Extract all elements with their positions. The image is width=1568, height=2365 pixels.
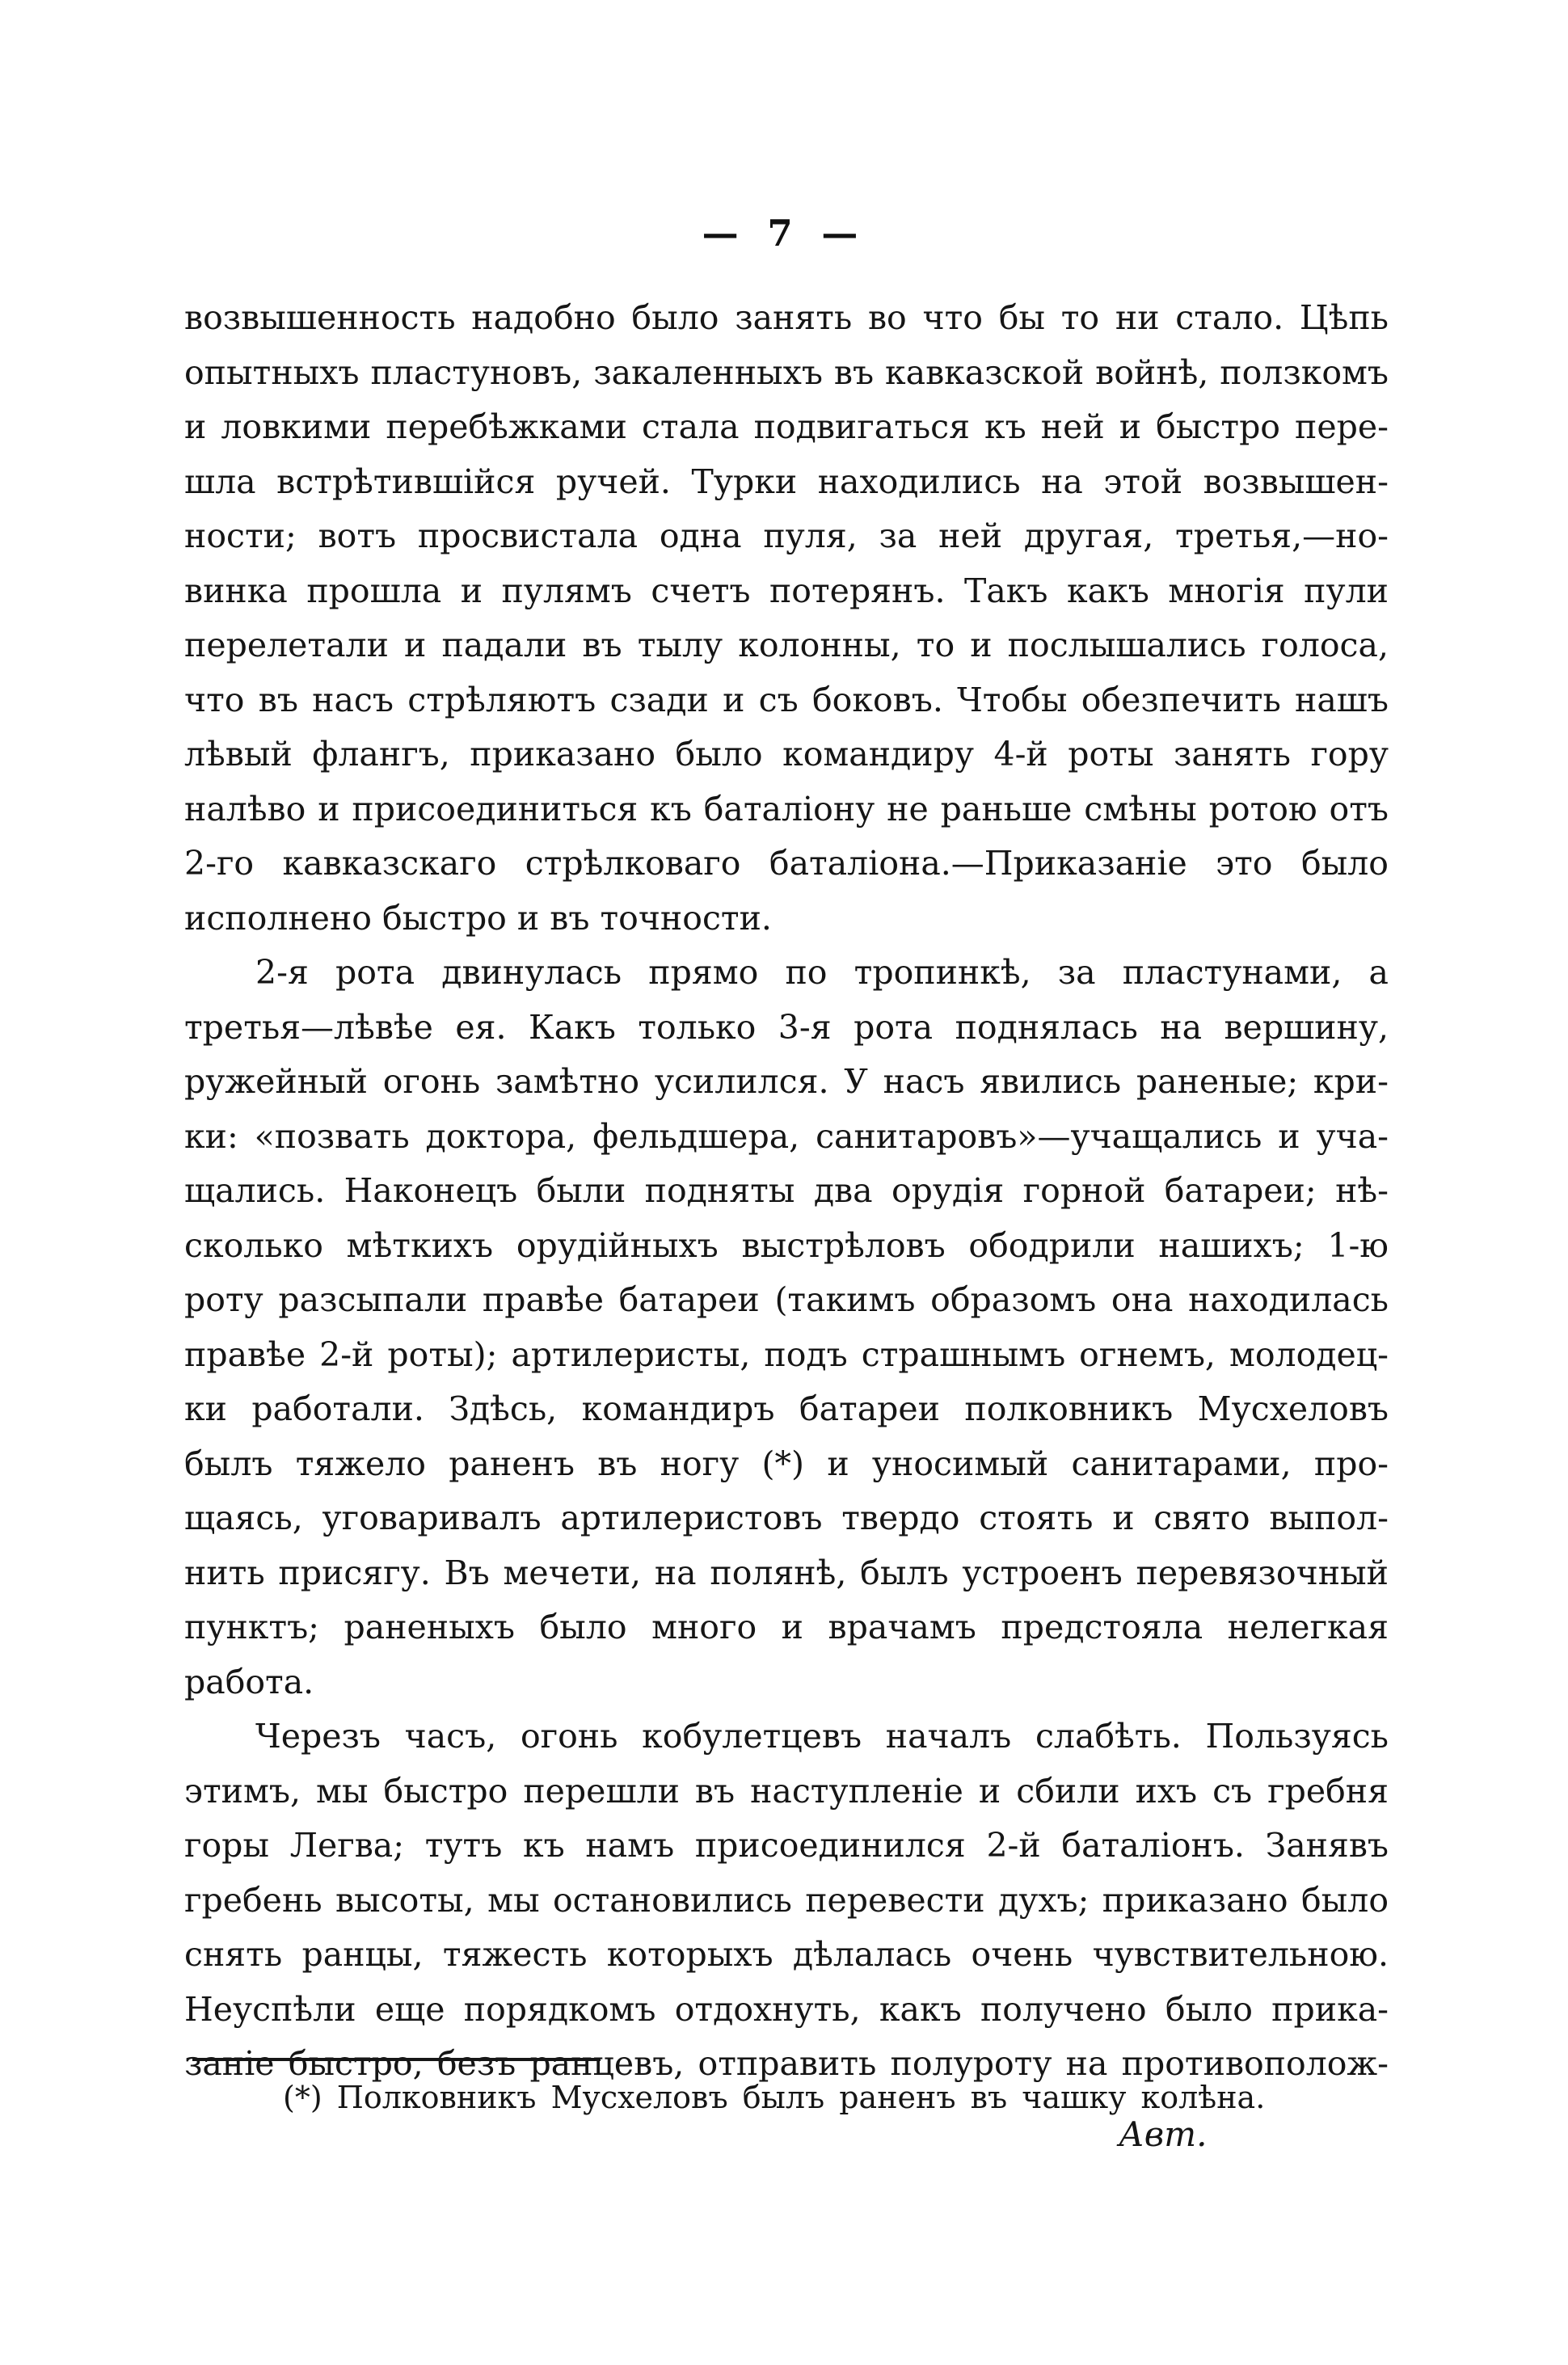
text-line: налѣво и присоединиться къ баталіону не раньше смѣны ротою отъ	[184, 789, 1389, 828]
text-line: работа.	[184, 1662, 314, 1701]
text-line: 2-го кавказскаго стрѣлковаго баталіона.—Приказаніе это было	[184, 844, 1389, 883]
text-line: и ловкими перебѣжками стала подвигаться къ ней и быстро пере-	[184, 407, 1389, 446]
text-line: роту разсыпали правѣе батареи (такимъ образомъ она находилась	[184, 1280, 1389, 1319]
text-line: правѣе 2-й роты); артилеристы, подъ страшнымъ огнемъ, молодец-	[184, 1334, 1389, 1374]
text-line: былъ тяжело раненъ въ ногу (*) и уносимый санитарами, про-	[184, 1444, 1389, 1483]
text-line: горы Легва; тутъ къ намъ присоединился 2-й баталіонъ. Занявъ	[184, 1826, 1389, 1865]
text-line: ки: «позвать доктора, фельдшера, санитаровъ»—учащались и уча-	[184, 1116, 1389, 1156]
text-line: Неуспѣли еще порядкомъ отдохнуть, какъ получено было прика-	[184, 1989, 1389, 2029]
text-line: исполнено быстро и въ точности.	[184, 898, 772, 938]
page-number: — 7 —	[702, 212, 866, 255]
text-line: ки работали. Здѣсь, командиръ батареи полковникъ Мусхеловъ	[184, 1389, 1389, 1428]
text-line: третья—лѣвѣе ея. Какъ только 3-я рота поднялась на вершину,	[184, 1007, 1389, 1047]
text-line: лѣвый флангъ, приказано было командиру 4-й роты занять гору	[184, 735, 1389, 774]
text-line: щались. Наконецъ были подняты два орудія горной батареи; нѣ-	[184, 1171, 1389, 1210]
text-line: 2-я рота двинулась прямо по тропинкѣ, за пластунами, а	[255, 953, 1389, 992]
text-line: винка прошла и пулямъ счетъ потерянъ. Такъ какъ многія пули	[184, 571, 1389, 610]
text-line: щаясь, уговаривалъ артилеристовъ твердо стоять и свято выпол-	[184, 1499, 1389, 1537]
text-line: что въ насъ стрѣляютъ сзади и съ боковъ. Чтобы обезпечить нашъ	[184, 680, 1389, 719]
author-signature: Авт.	[1119, 2114, 1208, 2154]
text-line: сколько мѣткихъ орудійныхъ выстрѣловъ ободрили нашихъ; 1-ю	[184, 1225, 1389, 1265]
text-line: опытныхъ пластуновъ, закаленныхъ въ кавказской войнѣ, ползкомъ	[184, 352, 1389, 392]
footnote-divider	[192, 2058, 601, 2061]
main-text	[184, 291, 1389, 2092]
text-line: ности; вотъ просвистала одна пуля, за ней другая, третья,—но-	[184, 516, 1389, 555]
text-line: шла встрѣтившійся ручей. Турки находились на этой возвышен-	[184, 462, 1389, 501]
text-line: перелетали и падали въ тылу колонны, то и послышались голоса,	[184, 626, 1389, 664]
text-line: этимъ, мы быстро перешли въ наступленіе и сбили ихъ съ гребня	[184, 1771, 1389, 1811]
text-line: заніе быстро, безъ ранцевъ, отправить полуроту на противополож-	[184, 2044, 1389, 2083]
text-line: ружейный огонь замѣтно усилился. У насъ явились раненые; кри-	[184, 1062, 1389, 1101]
text-line: пунктъ; раненыхъ было много и врачамъ предстояла нелегкая	[184, 1608, 1389, 1646]
text-line: Черезъ часъ, огонь кобулетцевъ началъ слабѣть. Пользуясь	[255, 1717, 1389, 1756]
text-line: нить присягу. Въ мечети, на полянѣ, былъ устроенъ перевязочный	[184, 1553, 1389, 1592]
text-line: возвышенность надобно было занять во что бы то ни стало. Цѣпь	[184, 298, 1389, 337]
text-line: гребень высоты, мы остановились перевести духъ; приказано было	[184, 1880, 1389, 1920]
text-line: снять ранцы, тяжесть которыхъ дѣлалась очень чувствительною.	[184, 1935, 1389, 1974]
footnote-text: (*) Полковникъ Мусхеловъ былъ раненъ въ чашку колѣна.	[283, 2080, 1266, 2115]
